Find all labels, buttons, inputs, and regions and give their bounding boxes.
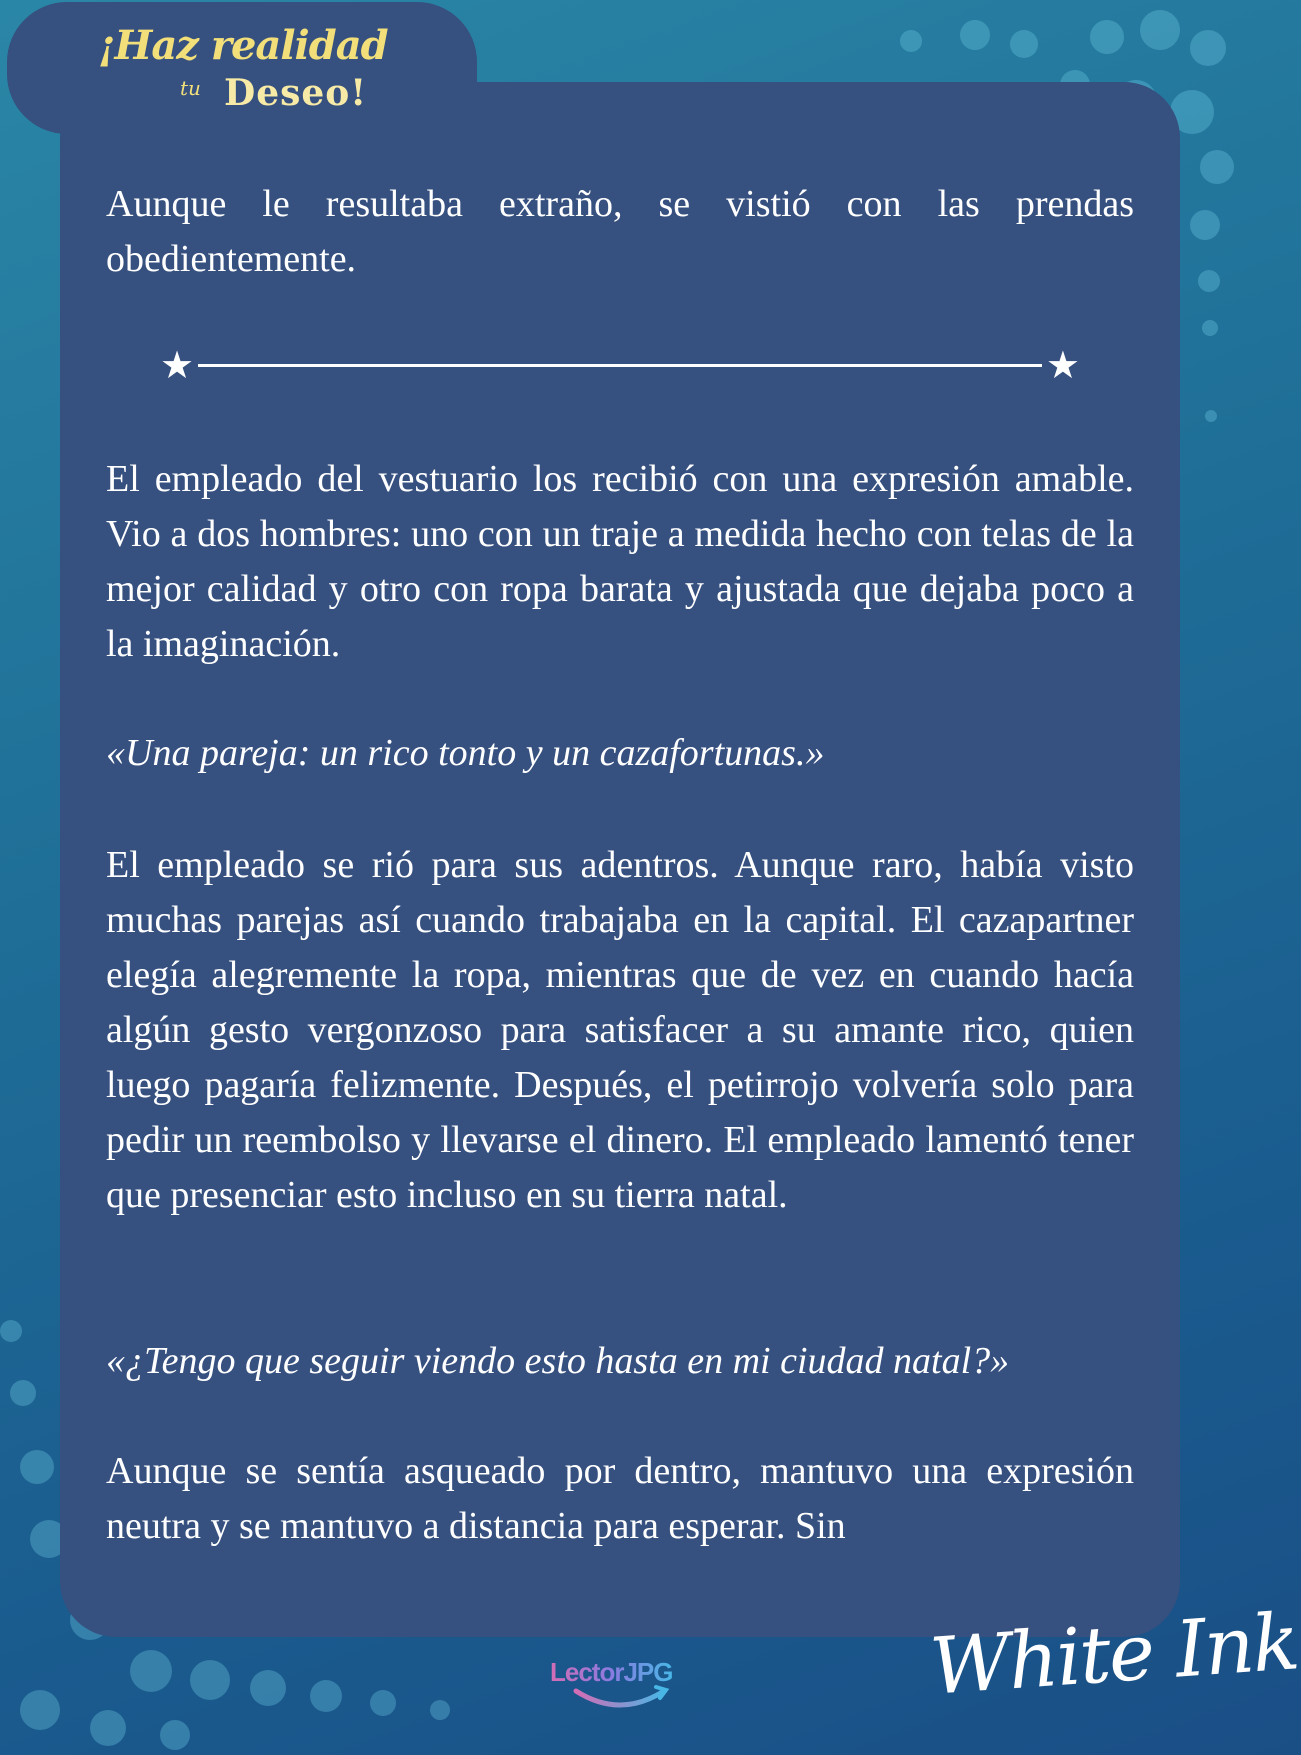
paragraph-6: Aunque se sentía asqueado por dentro, mantuvo una expresión neutra y se mantuvo a distancia para esperar. Sin xyxy=(106,1450,1134,1547)
paragraph-3-thought: «Una pareja: un rico tonto y un cazafortunas.» xyxy=(106,732,825,774)
series-logo xyxy=(92,22,392,122)
paragraph-2: El empleado del vestuario los recibió con una expresión amable. Vio a dos hombres: uno con un traje a medida hecho con telas de la mejor calidad y otro con ropa barata y ajustada que dejaba poco a la imaginación. xyxy=(106,458,1134,665)
watermark-text: LectorJPG xyxy=(550,1657,673,1687)
paragraph-4: El empleado se rió para sus adentros. Aunque raro, había visto muchas parejas así cuando trabajaba en la capital. El cazapartner elegía alegremente la ropa, mientras que de vez en cuando hacía algún gesto vergonzoso para satisfacer a su amante rico, quien luego pagaría felizmente. Después, el petirrojo volvería solo para pedir un reembolso y llevarse el dinero. El empleado lamentó tener que presenciar esto incluso en su tierra natal. xyxy=(106,844,1134,1216)
logo-line-1: ¡Haz realidad xyxy=(98,22,388,69)
star-right-icon: ★ xyxy=(1045,343,1080,387)
paragraph-1: Aunque le resultaba extraño, se vistió con las prendas obedientemente. xyxy=(106,183,1134,280)
separator-rule xyxy=(198,364,1042,367)
logo-line-2: tu xyxy=(180,76,201,100)
white-ink-signature: White Ink xyxy=(927,1597,1301,1713)
lectorjpg-watermark xyxy=(540,1655,700,1725)
logo-line-3: Deseo! xyxy=(224,72,368,114)
scene-separator xyxy=(160,340,1080,390)
star-left-icon: ★ xyxy=(160,343,195,387)
paragraph-5-thought: «¿Tengo que seguir viendo esto hasta en mi ciudad natal?» xyxy=(106,1340,1010,1382)
smile-icon xyxy=(570,1685,670,1711)
